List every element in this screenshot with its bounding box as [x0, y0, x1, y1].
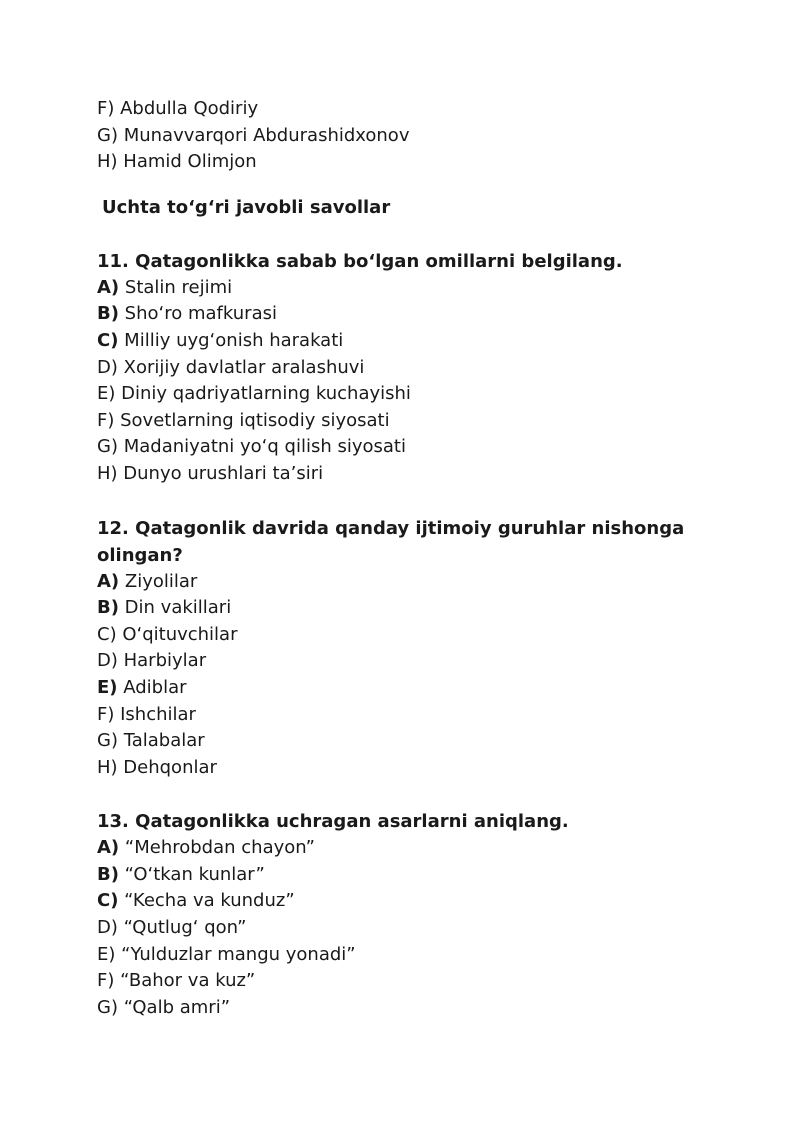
- question-block: [97, 248, 737, 488]
- option-item: [97, 569, 737, 596]
- option-letter: A): [97, 570, 120, 592]
- intro-options: [97, 96, 737, 176]
- option-text: Dunyo urushlari ta’siri: [117, 462, 324, 484]
- option-item: [97, 942, 737, 969]
- option-text: “Bahor va kuz”: [114, 970, 256, 992]
- option-letter: B): [97, 597, 119, 619]
- option-item: [97, 123, 737, 150]
- option-item: [97, 328, 737, 355]
- option-letter: G): [97, 124, 118, 146]
- option-letter: E): [97, 943, 116, 965]
- option-text: Ishchilar: [114, 703, 196, 725]
- question-title: 12. Qatagonlik davrida qanday ijtimoiy guruhlar nishonga olingan?: [97, 517, 685, 566]
- option-letter: B): [97, 863, 119, 885]
- option-letter: H): [97, 462, 118, 484]
- option-text: “Mehrobdan chayon”: [119, 837, 316, 859]
- option-item: [97, 862, 737, 889]
- option-letter: F): [97, 409, 115, 431]
- option-text: Sovetlarning iqtisodiy siyosati: [114, 409, 390, 431]
- question-title: 13. Qatagonlikka uchragan asarlarni aniqlang.: [97, 811, 569, 833]
- option-letter: E): [97, 676, 118, 698]
- option-item: [97, 915, 737, 942]
- option-text: “Qalb amri”: [117, 996, 231, 1018]
- question-block: [97, 515, 737, 782]
- option-item: [97, 995, 737, 1022]
- option-text: Hamid Olimjon: [117, 151, 257, 173]
- option-item: [97, 96, 737, 123]
- option-item: [97, 835, 737, 862]
- option-text: Dehqonlar: [117, 756, 217, 778]
- option-item: [97, 301, 737, 328]
- option-text: “Yulduzlar mangu yonadi”: [115, 943, 356, 965]
- option-item: [97, 275, 737, 302]
- option-letter: H): [97, 151, 118, 173]
- option-item: [97, 461, 737, 488]
- option-letter: E): [97, 383, 116, 405]
- option-letter: D): [97, 917, 118, 939]
- option-item: [97, 702, 737, 729]
- option-letter: H): [97, 756, 118, 778]
- option-text: Sho‘ro mafkurasi: [118, 303, 277, 325]
- option-text: “O‘tkan kunlar”: [118, 863, 265, 885]
- option-item: [97, 968, 737, 995]
- option-letter: G): [97, 730, 118, 752]
- section-title: Uchta to‘g‘ri javobli savollar: [102, 196, 391, 218]
- option-letter: D): [97, 650, 118, 672]
- option-item: [97, 675, 737, 702]
- option-item: [97, 755, 737, 782]
- option-item: [97, 408, 737, 435]
- option-text: Diniy qadriyatlarning kuchayishi: [115, 383, 411, 405]
- option-text: “Kecha va kunduz”: [118, 890, 295, 912]
- option-letter: G): [97, 996, 118, 1018]
- option-letter: A): [97, 276, 120, 298]
- option-text: Ziyolilar: [119, 570, 198, 592]
- option-text: O‘qituvchilar: [116, 623, 238, 645]
- option-item: [97, 434, 737, 461]
- option-letter: D): [97, 356, 118, 378]
- option-text: Madaniyatni yo‘q qilish siyosati: [117, 436, 406, 458]
- question-title: 11. Qatagonlikka sabab bo‘lgan omillarni belgilang.: [97, 250, 623, 272]
- option-text: Adiblar: [117, 676, 187, 698]
- option-letter: F): [97, 703, 115, 725]
- option-text: Din vakillari: [118, 597, 232, 619]
- option-letter: A): [97, 837, 120, 859]
- option-letter: C): [97, 329, 119, 351]
- option-text: Munavvarqori Abdurashidxonov: [117, 124, 410, 146]
- option-text: Talabalar: [117, 730, 205, 752]
- option-item: [97, 355, 737, 382]
- option-item: [97, 622, 737, 649]
- option-text: Milliy uyg‘onish harakati: [118, 329, 344, 351]
- option-letter: B): [97, 303, 119, 325]
- option-text: “Qutlug‘ qon”: [117, 917, 247, 939]
- option-item: [97, 595, 737, 622]
- option-letter: C): [97, 623, 117, 645]
- option-letter: F): [97, 970, 115, 992]
- document-page: [97, 96, 737, 1021]
- option-letter: G): [97, 436, 118, 458]
- option-text: Stalin rejimi: [119, 276, 233, 298]
- option-item: [97, 149, 737, 176]
- option-text: Xorijiy davlatlar aralashuvi: [117, 356, 365, 378]
- option-letter: F): [97, 98, 115, 119]
- option-item: [97, 381, 737, 408]
- option-letter: C): [97, 890, 119, 912]
- question-block: [97, 808, 737, 1021]
- option-text: Harbiylar: [117, 650, 207, 672]
- option-item: [97, 648, 737, 675]
- option-text: Abdulla Qodiriy: [114, 98, 259, 119]
- option-item: [97, 888, 737, 915]
- option-item: [97, 728, 737, 755]
